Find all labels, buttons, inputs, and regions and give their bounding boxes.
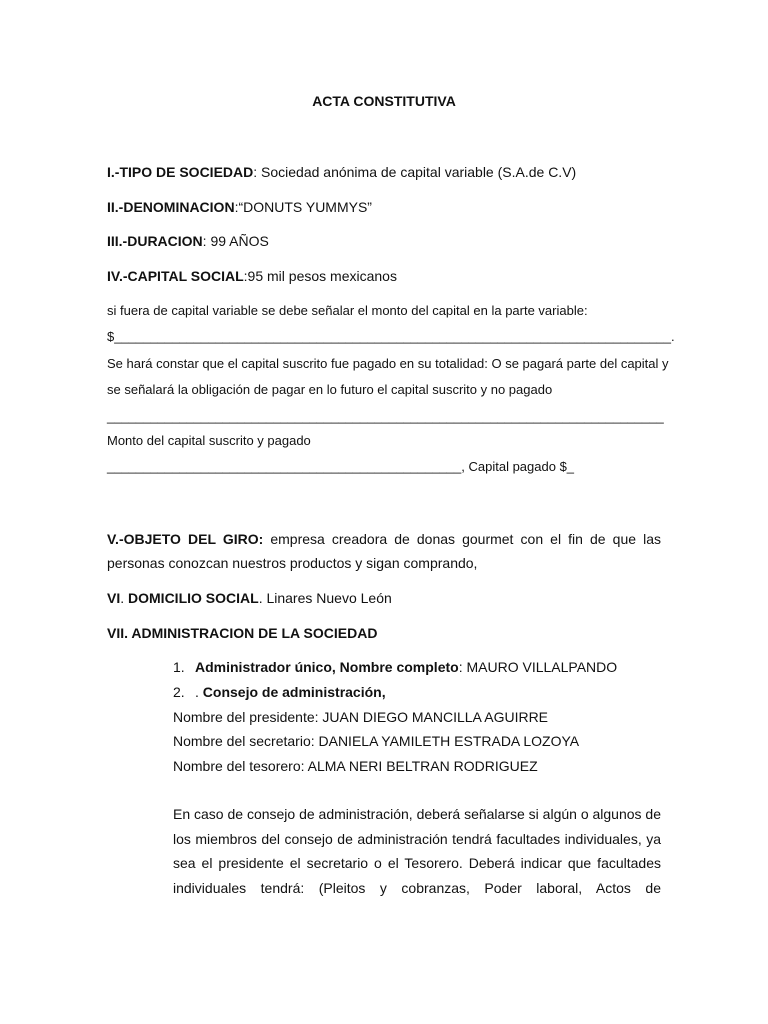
admin-item-label: Consejo de administración, — [202, 684, 386, 700]
capital-variable-note: si fuera de capital variable se debe señalar el monto del capital en la parte variable: — [107, 303, 588, 318]
capital-subscribed-blank: _________________________________________________, Capital pagado $_ — [107, 459, 575, 474]
admin-item-label: Administrador único, Nombre completo — [195, 659, 459, 675]
capital-paid-note-2: se señalará la obligación de pagar en lo futuro el capital suscrito y no pagado — [107, 382, 553, 397]
treasurer-name: Nombre del tesorero: ALMA NERI BELTRAN RODRIGUEZ — [173, 758, 538, 774]
section-domicilio — [107, 589, 392, 607]
admin-item-1 — [173, 658, 617, 676]
section-value: : 99 AÑOS — [202, 233, 269, 249]
section-objeto-line1 — [107, 530, 661, 548]
section-capital-social — [107, 267, 397, 285]
section-label: . ADMINISTRACION DE LA SOCIEDAD — [124, 625, 378, 641]
section-label-num: VI — [107, 590, 121, 606]
admin-paragraph-line3: sea el presidente el secretario o el Tesorero. Deberá indicar que facultades — [173, 855, 661, 871]
list-number: 2. — [173, 684, 185, 700]
secretary-name: Nombre del secretario: DANIELA YAMILETH ESTRADA LOZOYA — [173, 733, 580, 749]
section-denominacion — [107, 198, 372, 216]
section-label-num: VII — [107, 625, 125, 641]
president-name: Nombre del presidente: JUAN DIEGO MANCILLA AGUIRRE — [173, 709, 549, 725]
admin-item-prefix: . — [195, 684, 203, 700]
capital-variable-blank: $_____________________________________________________________________________. — [107, 329, 675, 344]
section-sep: . — [120, 590, 129, 606]
admin-paragraph-line2: los miembros del consejo de administración tendrá facultades individuales, ya — [173, 831, 661, 847]
section-label: III.-DURACION — [107, 233, 203, 249]
admin-item-2 — [173, 683, 386, 701]
admin-paragraph-line4: individuales tendrá: (Pleitos y cobranzas, Poder laboral, Actos de — [173, 880, 661, 896]
section-label: DOMICILIO SOCIAL — [128, 590, 259, 606]
section-label: IV.-CAPITAL SOCIAL — [107, 268, 244, 284]
section-value: :95 mil pesos mexicanos — [243, 268, 397, 284]
admin-paragraph-line1: En caso de consejo de administración, deberá señalarse si algún o algunos de — [173, 806, 661, 822]
section-label: V.-OBJETO DEL GIRO: — [107, 531, 264, 547]
section-label: I.-TIPO DE SOCIEDAD — [107, 164, 254, 180]
capital-subscribed-label: Monto del capital suscrito y pagado — [107, 433, 311, 448]
section-objeto-line2: personas conozcan nuestros productos y sigan comprando, — [107, 555, 478, 571]
list-number: 1. — [173, 659, 185, 675]
capital-paid-note-1: Se hará constar que el capital suscrito fue pagado en su totalidad: O se pagará parte del capital y — [107, 356, 669, 371]
document-title: ACTA CONSTITUTIVA — [312, 93, 456, 109]
section-label: II.-DENOMINACION — [107, 199, 235, 215]
section-value: : Sociedad anónima de capital variable (S.A.de C.V) — [253, 164, 577, 180]
section-administracion — [107, 624, 377, 642]
section-value: :“DONUTS YUMMYS” — [234, 199, 372, 215]
admin-item-value: : MAURO VILLALPANDO — [458, 659, 618, 675]
section-value: . Linares Nuevo León — [258, 590, 392, 606]
section-tipo-sociedad — [107, 163, 576, 181]
section-duracion — [107, 232, 269, 250]
section-value: empresa creadora de donas gourmet con el fin de que las — [263, 531, 661, 547]
capital-blank-line: _____________________________________________________________________________ — [107, 409, 664, 424]
